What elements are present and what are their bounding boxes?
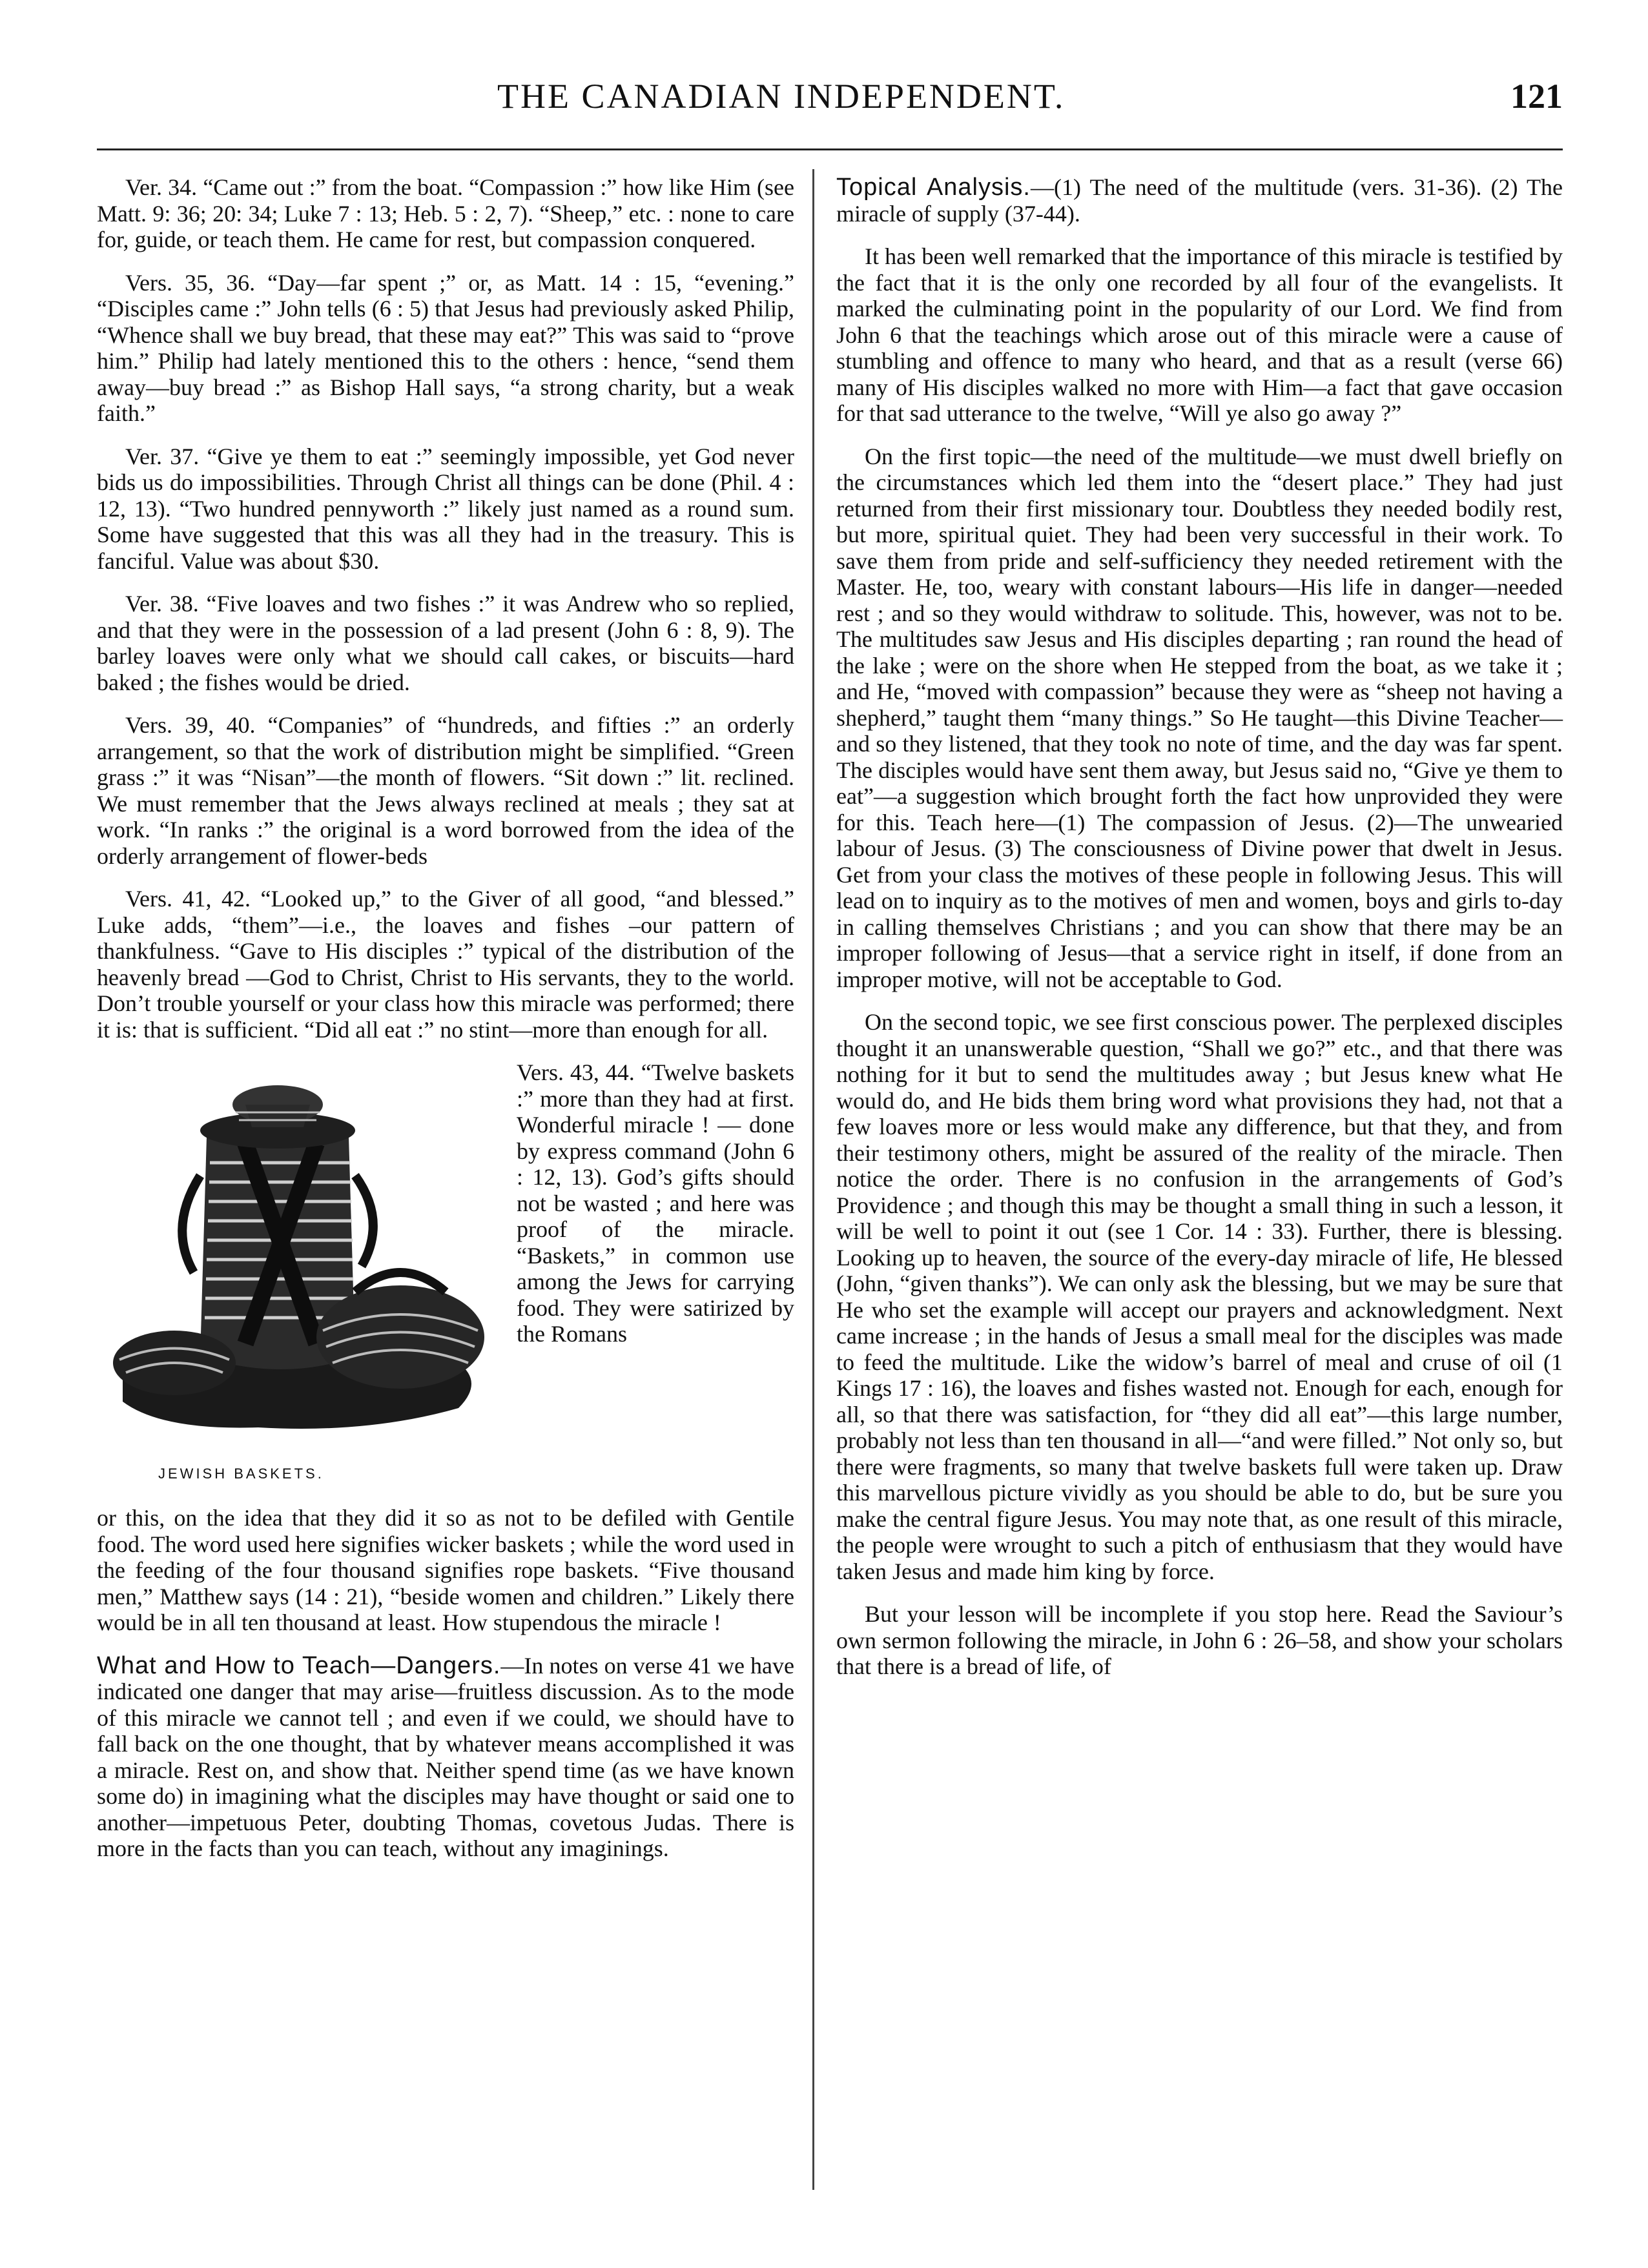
column-divider	[812, 169, 814, 2190]
section-heading: Topical Analysis.	[836, 174, 1031, 201]
jewish-baskets-illustration	[97, 1059, 510, 1482]
figure-side-text: Vers. 43, 44. “Twelve baskets :” more than they had at first. Wonderful miracle ! — done by express command (John 6 : 12, 13). God’s gifts should not be wasted ; and here was proof of the miracle. “Baskets,” in common use among the Jews for carrying food. They were satirized by the Romans	[517, 1059, 794, 1347]
header-rule	[97, 148, 1563, 150]
figure-block	[97, 1059, 794, 1505]
page-number: 121	[1510, 77, 1563, 116]
paragraph: On the first topic—the need of the multitude—we must dwell briefly on the circumstances which led them into the “desert place.” They had just returned from their first missionary tour. Doubtless they needed bodily rest, but more, spiritual quiet. They had been very successful in their work. To save them from pride and self-sufficiency they needed retirement with the Master. He, too, weary with constant labours—His life in danger—needed rest ; and so they would withdraw to solitude. This, however, was not to be. The multitudes saw Jesus and His disciples departing ; ran round the head of the lake ; were on the shore when He stepped from the boat, as we take it ; and He, “moved with compassion” because they were as “sheep not having a shepherd,” taught them “many things.” So He taught—this Divine Teacher—and so they listened, that they took no note of time, and the day was far spent. The disciples would have sent them away, but Jesus said no, “Give ye them to eat”—a suggestion which brought forth the fact how unprovided they were for this. Teach here—(1) The compassion of Jesus. (2)—The unwearied labour of Jesus. (3) The consciousness of Divine power that dwelt in Jesus. Get from your class the motives of these people in following Jesus. This will lead on to inquiry as to the motives of men and women, boys and girls to-day in calling themselves Christians ; and you can show that there may be an improper following of Jesus—that a service right in itself, if done from an improper motive, will not be acceptable to God.	[836, 443, 1563, 992]
left-column	[97, 174, 794, 1879]
paragraph: But your lesson will be incomplete if you stop here. Read the Saviour’s own sermon following the miracle, in John 6 : 26–58, and show your scholars that there is a bread of life, of	[836, 1601, 1563, 1679]
right-column	[836, 174, 1563, 1697]
paragraph: Ver. 37. “Give ye them to eat :” seemingly impossible, yet God never bids us do impossibilities. Through Christ all things can be done (Phil. 4 : 12, 13). “Two hundred pennyworth :” likely just named as a round sum. Some have suggested that this was all they had in the treasury. This is fanciful. Value was about $30.	[97, 443, 794, 574]
paragraph: On the second topic, we see first conscious power. The perplexed disciples thought it an unanswerable question, “Shall we go?” etc., and that there was nothing for it but to send the multitudes away ; but Jesus knew what He would do, and He bids them bring word what provisions they had, not that a few loaves more or less would make any difference, but that they, and from their testimony others, might be assured of the reality of the miracle. Then notice the order. There is no confusion in the arrangements of God’s Providence ; and though this may be thought a small thing in such a lesson, it will be well to point it out (see 1 Cor. 14 : 33). Further, there is blessing. Looking up to heaven, the source of the every-day miracle of life, He blessed (John, “given thanks”). We can only ask the blessing, but we may be sure that He who set the example will accept our prayers and acknowledgment. Next came increase ; in the hands of Jesus a small meal for the disciples was made to feed the multitude. Like the widow’s barrel of meal and cruse of oil (1 Kings 17 : 16), the loaves and fishes wasted not. Enough for each, enough for all, so that there was satisfaction, for “they did all eat”—this large number, probably not less than ten thousand in all—“and were filled.” Not only so, but there were fragments, so many that twelve baskets full were taken up. Draw this marvellous picture vividly as you should be able to do, but be sure you make the central figure Jesus. You may note that, as one result of this miracle, the people were wrought to such a pitch of enthusiasm that they would have taken Jesus and made him king by force.	[836, 1009, 1563, 1584]
baskets-engraving	[97, 1059, 510, 1447]
section-heading: What and How to Teach—Dangers.	[97, 1651, 501, 1679]
publication-title: THE CANADIAN INDEPENDENT.	[497, 77, 1066, 116]
page-header	[97, 76, 1563, 134]
paragraph: It has been well remarked that the importance of this miracle is testified by the fact that it is the only one recorded by all four of the evangelists. It marked the culminating point in the popularity of our Lord. We find from John 6 that the teachings which arose out of this miracle were a cause of stumbling and offence to many who heard, and that as a result (verse 66) many of His disciples walked no more with Him—a fact that gave occasion for that sad utterance to the twelve, “Will ye also go away ?”	[836, 243, 1563, 426]
section-text: —In notes on verse 41 we have indicated one danger that may arise—fruitless discussion. As to the mode of this miracle we cannot tell ; and even if we could, we should have to fall back on the one thought, that by whatever means accomplished it was a miracle. Rest on, and show that. Neither spend time (as we have known some do) in imagining what the disciples may have thought or said one to another—impetuous Peter, doubting Thomas, covetous Judas. There is more in the facts than you can teach, without any imaginings.	[97, 1652, 795, 1861]
paragraph: Vers. 39, 40. “Companies” of “hundreds, and fifties :” an orderly arrangement, so that the work of distribution might be simplified. “Green grass :” it was “Nisan”—the month of flowers. “Sit down :” lit. reclined. We must remember that the Jews always reclined at meals ; they sat at work. “In ranks :” the original is a word borrowed from the idea of the orderly arrangement of flower-beds	[97, 712, 794, 869]
paragraph: Vers. 41, 42. “Looked up,” to the Giver of all good, “and blessed.” Luke adds, “them”—i.e., the loaves and fishes –our pattern of thankfulness. “Gave to His disciples :” typical of the distribution of the heavenly bread —God to Christ, Christ to His servants, they to the world. Don’t trouble yourself or your class how this miracle was performed; there it is: that is sufficient. “Did all eat :” no stint—more than enough for all.	[97, 886, 794, 1043]
paragraph: or this, on the idea that they did it so as not to be defiled with Gentile food. The word used here signifies wicker baskets ; while the word used in the feeding of the four thousand signifies rope baskets. “Five thousand men,” Matthew says (14 : 21), “beside women and children.” Likely there would be in all ten thousand at least. How stupendous the miracle !	[97, 1505, 794, 1635]
section-text: —(1) The need of the multitude (vers. 31-36). (2) The miracle of supply (37-44).	[836, 174, 1563, 227]
paragraph: Ver. 38. “Five loaves and two fishes :” it was Andrew who so replied, and that they were in the possession of a lad present (John 6 : 8, 9). The barley loaves were only what we should call cakes, or biscuits—hard baked ; the fishes would be dried.	[97, 591, 794, 695]
paragraph: Ver. 34. “Came out :” from the boat. “Compassion :” how like Him (see Matt. 9: 36; 20: 34; Luke 7 : 13; Heb. 5 : 2, 7). “Sheep,” etc. : none to care for, guide, or teach them. He came for rest, but compassion conquered.	[97, 174, 794, 252]
paragraph: Vers. 35, 36. “Day—far spent ;” or, as Matt. 14 : 15, “evening.” “Disciples came :” John tells (6 : 5) that Jesus had previously asked Philip, “Whence shall we buy bread, that these may eat?” This was said to “prove him.” Philip had lately mentioned this to the others : hence, “send them away—buy bread :” as Bishop Hall says, “a strong charity, but a weak faith.”	[97, 269, 794, 426]
figure-caption: JEWISH BASKETS.	[158, 1466, 324, 1482]
